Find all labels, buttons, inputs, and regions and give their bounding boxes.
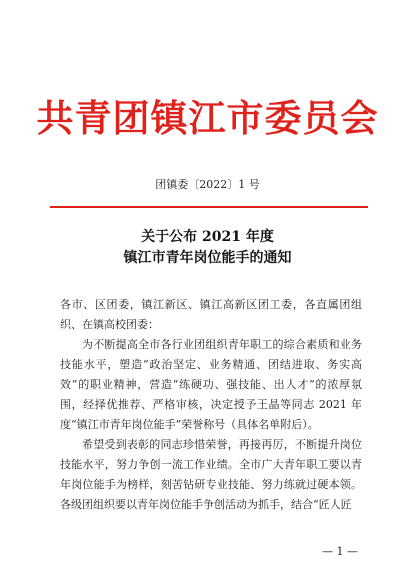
organization-header: 共青团镇江市委员会 (36, 96, 379, 140)
notice-title-line-2: 镇江市青年岗位能手的通知 (123, 250, 292, 266)
body-paragraph-2: 希望受到表彰的同志珍惜荣誉，再接再厉，不断提升岗位技能水平，努力争创一流工作业绩。全市广大青年职工要以青年岗位能手为榜样，刻苦钻研专业技能、努力练就过硬本领。各级团组织要以青年岗位能手争创活动为抓手，结合“匠人匠 (60, 438, 362, 511)
page-number: — 1 — (322, 545, 358, 558)
red-divider-line (50, 206, 368, 208)
notice-body (60, 295, 362, 515)
notice-title-line-1: 关于公布 2021 年度 (141, 229, 274, 245)
document-number: 团镇委〔2022〕1 号 (155, 178, 260, 191)
addressee-line: 各市、区团委，镇江新区、镇江高新区团工委，各直属团组织、在镇高校团委： (60, 298, 362, 331)
body-paragraph-1: 为不断提高全市各行业团组织青年职工的综合素质和业务技能水平，塑造“政治坚定、业务精通、团结进取、务实高效”的职业精神，营造“练硬功、强技能、出人才”的浓厚氛围，经择优推荐、严格审核，决定授予王晶等同志 2021 年度“镇江市青年岗位能手”荣誉称号（具体名单附后）。 (60, 338, 362, 431)
